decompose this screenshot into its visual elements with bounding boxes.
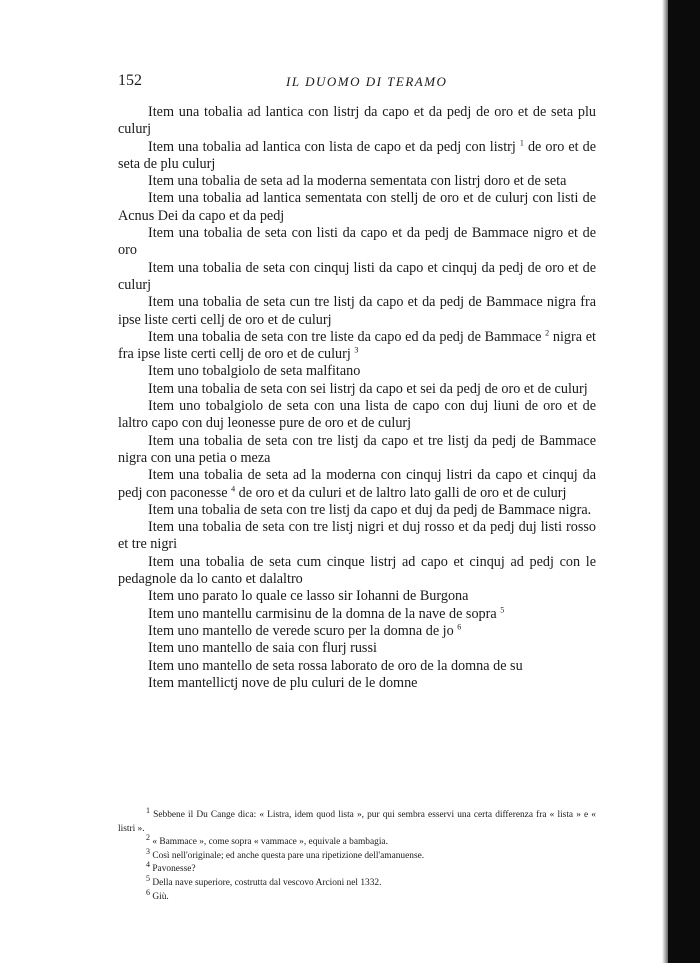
footnote-ref: 6 xyxy=(457,622,462,632)
inventory-text xyxy=(118,104,596,692)
inventory-entry: Item uno mantello de saia con flurj russi xyxy=(148,640,377,657)
inventory-entry: Item una tobalia ad lantica con lista de capo et da pedj con listrj $^1$ de oro et de seta de plu culurj xyxy=(118,137,597,172)
footnote: $^3$ Così nell'originale; ed anche questa pare una ripetizione dell'amanuense. xyxy=(146,846,425,861)
footnote: $^2$ « Bammace », come sopra « vammace », equivale a bambagia. xyxy=(146,833,388,848)
inventory-entry: Item una tobalia de seta cun tre listj da capo et da pedj de Bammace nigra fra ipse liste certi cellj de oro et de culurj xyxy=(118,294,596,328)
inventory-entry: Item una tobalia de seta ad la moderna con cinquj listri da capo et cinquj da pedj con paconesse $^4$ de oro et da culuri et de laltro lato galli de oro et de culurj xyxy=(118,467,596,501)
inventory-entry: Item una tobalia de seta con sei listrj da capo et sei da pedj de oro et de culurj xyxy=(148,380,588,397)
page-header xyxy=(118,72,598,94)
inventory-entry: Item uno tobalgiolo de seta malfitano xyxy=(148,363,361,380)
inventory-entry: Item uno mantello de verede scuro per la domna de jo $^6$ xyxy=(148,622,462,639)
footnote-ref: 3 xyxy=(354,345,359,355)
inventory-entry: Item una tobalia de seta con tre listj nigri et duj rosso et da pedj duj listi rosso et tre nigri xyxy=(118,519,596,553)
page-edge xyxy=(668,0,700,963)
inventory-entry: Item uno mantellu carmisinu de la domna de la nave de sopra $^5$ xyxy=(148,604,505,622)
inventory-entry: Item una tobalia de seta con tre liste da capo ed da pedj de Bammace $^2$ nigra et fra ipse liste certi cellj de oro et de culurj $^3$ xyxy=(118,328,596,363)
inventory-entry: Item uno mantello de seta rossa laborato de oro de la domna de su xyxy=(148,657,523,674)
page-number: 152 xyxy=(118,72,142,89)
inventory-entry: Item una tobalia de seta con tre listj da capo et duj da pedj de Bammace nigra. xyxy=(148,501,592,518)
footnote-ref: 1 xyxy=(519,137,524,147)
inventory-entry: Item uno parato lo quale ce lasso sir Iohanni de Burgona xyxy=(148,588,469,605)
inventory-entry: Item una tobalia ad lantica sementata con stellj de oro et de culurj con listi de Acnus Dei da capo et da pedj xyxy=(118,190,596,224)
footnote: $^5$ Della nave superiore, costrutta dal vescovo Arcioni nel 1332. xyxy=(146,873,382,888)
footnotes xyxy=(118,805,596,904)
footnote-ref: 2 xyxy=(545,328,550,338)
inventory-entry: Item una tobalia de seta con tre listj da capo et tre listj da pedj de Bammace nigra con una petia o meza xyxy=(118,432,596,466)
footnote: $^1$ Sebbene il Du Cange dica: « Listra, idem quod lista », pur qui sembra esservi una certa differenza fra « lista » e « listri ». xyxy=(118,805,596,834)
footnote: $^4$ Pavonesse? xyxy=(146,860,196,875)
inventory-entry: Item una tobalia de seta cum cinque listrj ad capo et cinquj ad pedj con le pedagnole da lo canto et dalaltro xyxy=(118,553,596,588)
inventory-entry: Item una tobalia de seta con listi da capo et da pedj de Bammace nigro et de oro xyxy=(118,225,596,259)
inventory-entry: Item una tobalia de seta ad la moderna sementata con listrj doro et de seta xyxy=(148,173,567,190)
footnote: $^6$ Giù. xyxy=(146,887,169,902)
footnote-ref: 4 xyxy=(231,483,236,493)
inventory-entry: Item una tobalia de seta con cinquj listi da capo et cinquj da pedj de oro et de culurj xyxy=(118,259,596,293)
footnote-ref: 5 xyxy=(500,604,505,614)
inventory-entry: Item una tobalia ad lantica con listrj da capo et da pedj de oro et de seta plu culurj xyxy=(118,104,596,138)
running-title: IL DUOMO DI TERAMO xyxy=(286,74,448,89)
inventory-entry: Item mantellictj nove de plu culuri de le domne xyxy=(148,674,418,691)
inventory-entry: Item uno tobalgiolo de seta con una lista de capo con duj liuni de oro et de laltro capo con duj leonesse pure de oro et de culurj xyxy=(118,398,596,432)
